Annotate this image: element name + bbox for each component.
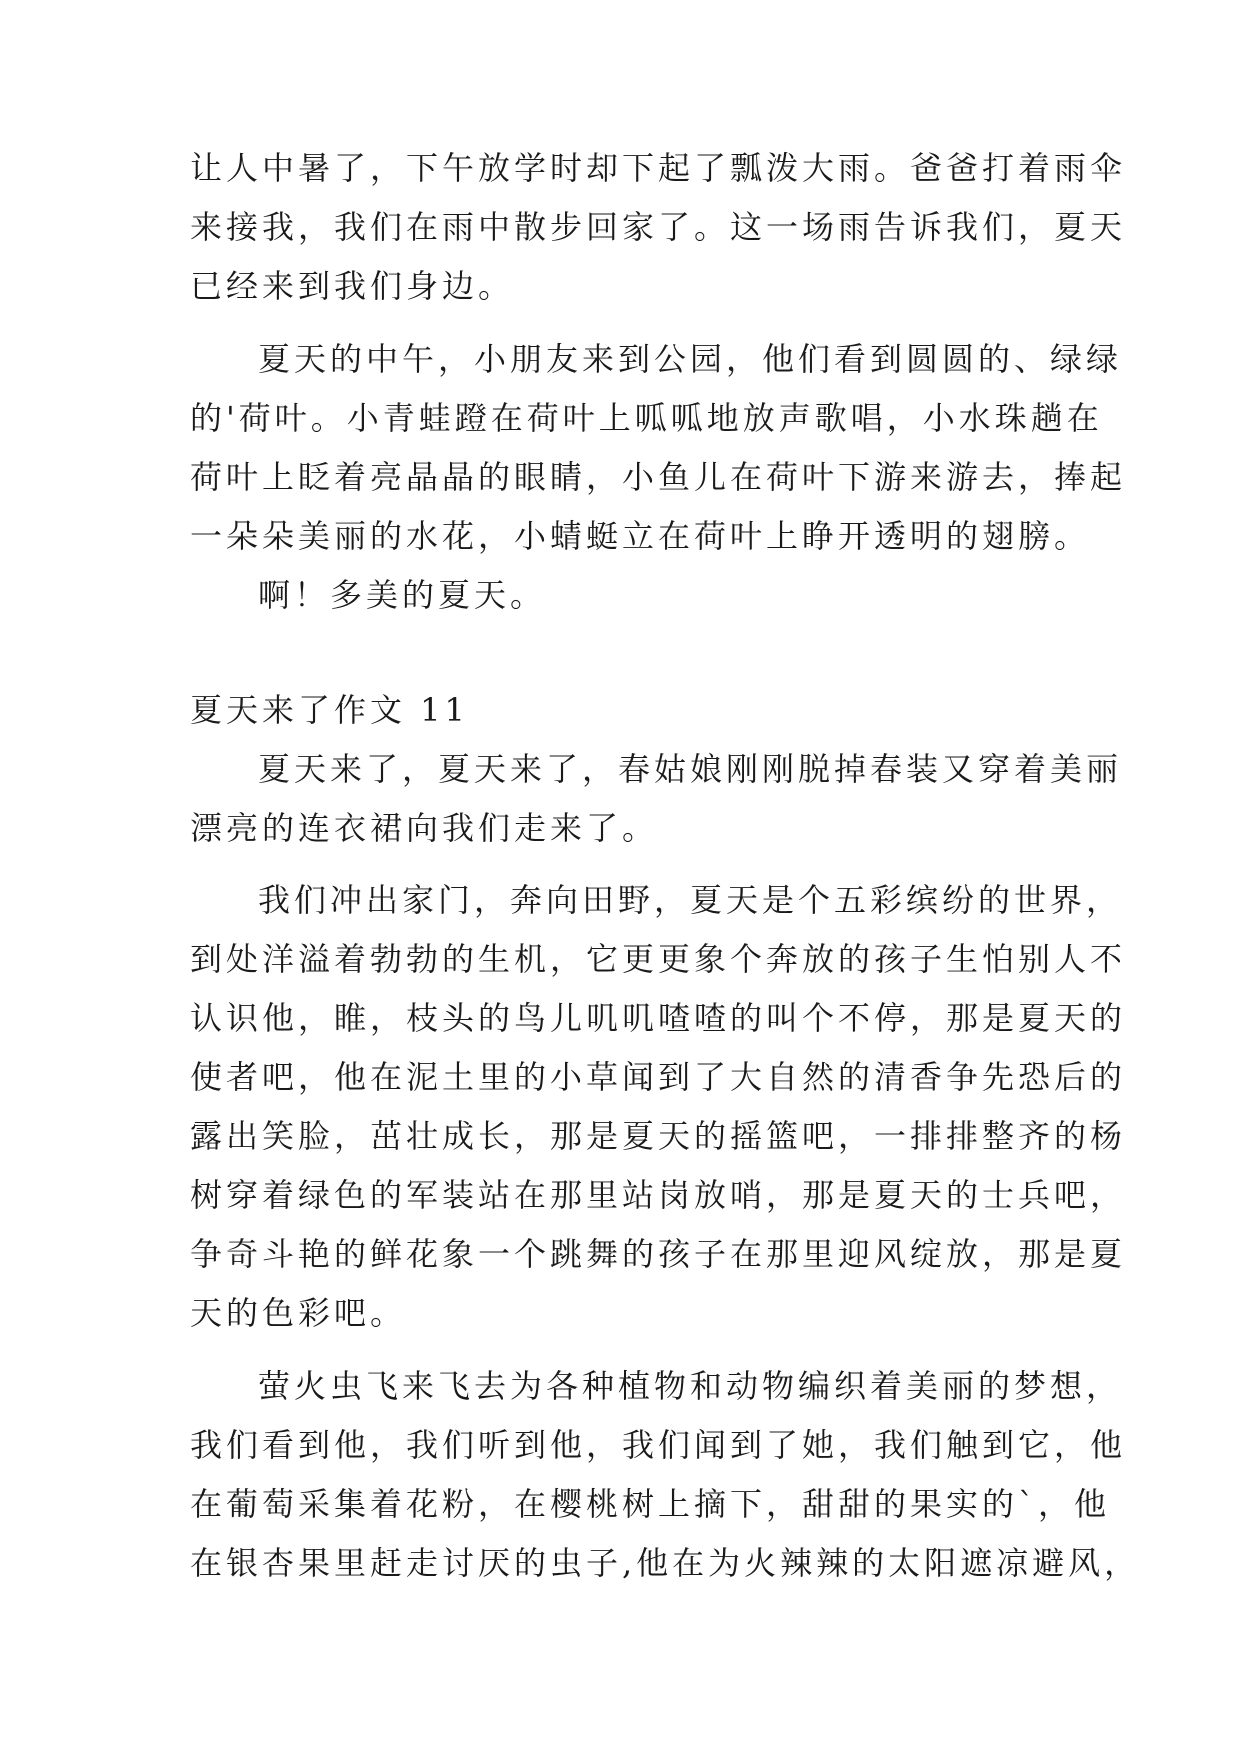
paragraph-line: 在银杏果里赶走讨厌的虫子,他在为火辣辣的太阳遮凉避风， — [190, 1544, 1141, 1582]
paragraph-line: 漂亮的连衣裙向我们走来了。 — [190, 809, 659, 847]
paragraph-line: 来接我，我们在雨中散步回家了。这一场雨告诉我们，夏天 — [190, 208, 1127, 246]
paragraph-line: 夏天来了，夏天来了，春姑娘刚刚脱掉春装又穿着美丽 — [258, 750, 1123, 788]
paragraph-line: 认识他，睢，枝头的鸟儿叽叽喳喳的叫个不停，那是夏天的 — [190, 999, 1127, 1037]
paragraph-line: 天的色彩吧。 — [190, 1294, 407, 1332]
paragraph-line: 一朵朵美丽的水花，小蜻蜓立在荷叶上睁开透明的翅膀。 — [190, 517, 1091, 555]
paragraph-line: 夏天的中午，小朋友来到公园，他们看到圆圆的、绿绿 — [258, 340, 1123, 378]
paragraph-line: 在葡萄采集着花粉，在樱桃树上摘下，甜甜的果实的`，他 — [190, 1485, 1111, 1523]
paragraph-line: 争奇斗艳的鲜花象一个跳舞的孩子在那里迎风绽放，那是夏 — [190, 1235, 1127, 1273]
paragraph-line: 荷叶上眨着亮晶晶的眼睛，小鱼儿在荷叶下游来游去，捧起 — [190, 458, 1127, 496]
paragraph-line: 树穿着绿色的军装站在那里站岗放哨，那是夏天的士兵吧， — [190, 1176, 1127, 1214]
paragraph-line: 萤火虫飞来飞去为各种植物和动物编织着美丽的梦想， — [258, 1367, 1123, 1405]
paragraph-line: 啊！多美的夏天。 — [258, 576, 547, 614]
paragraph-line: 的'荷叶。小青蛙蹬在荷叶上呱呱地放声歌唱，小水珠趟在 — [190, 399, 1103, 437]
paragraph-line: 我们看到他，我们听到他，我们闻到了她，我们触到它，他 — [190, 1426, 1127, 1464]
section-heading: 夏天来了作文 11 — [190, 691, 469, 729]
paragraph-line: 已经来到我们身边。 — [190, 267, 515, 305]
paragraph-line: 使者吧，他在泥土里的小草闻到了大自然的清香争先恐后的 — [190, 1058, 1127, 1096]
paragraph-line: 到处洋溢着勃勃的生机，它更更象个奔放的孩子生怕别人不 — [190, 940, 1127, 978]
paragraph-line: 我们冲出家门，奔向田野，夏天是个五彩缤纷的世界， — [258, 881, 1123, 919]
paragraph-line: 露出笑脸，茁壮成长，那是夏天的摇篮吧，一排排整齐的杨 — [190, 1117, 1127, 1155]
paragraph-line: 让人中暑了，下午放学时却下起了瓢泼大雨。爸爸打着雨伞 — [190, 149, 1127, 187]
